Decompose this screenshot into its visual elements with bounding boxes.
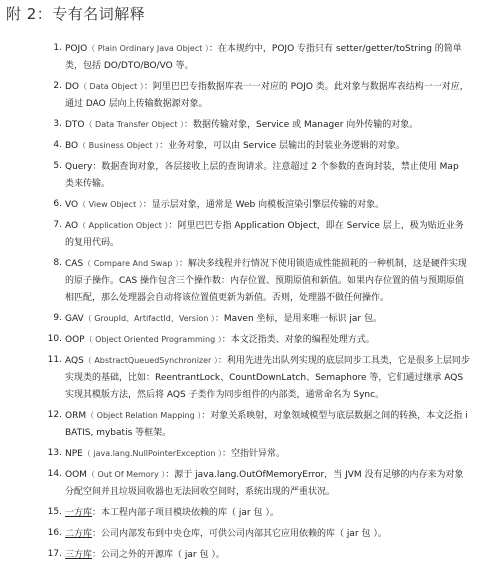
item-number: 7.	[53, 220, 62, 230]
item-number: 8.	[53, 258, 62, 268]
glossary-item	[0, 158, 484, 193]
glossary-list	[0, 40, 484, 567]
item-english-name: （ Object Oriented Programming ）	[84, 335, 222, 344]
glossary-item	[0, 407, 484, 442]
item-number: 12.	[47, 410, 62, 420]
item-description: ：公司内部发布到中央仓库，可供公司内部其它应用依赖的库（ jar 包 ）。	[92, 529, 387, 539]
item-number: 15.	[47, 507, 62, 517]
item-english-name: （ AbstractQueuedSynchronizer ）	[83, 356, 218, 365]
item-term: Query	[65, 162, 93, 172]
item-term: BO	[65, 141, 79, 151]
item-term: DTO	[65, 120, 85, 130]
item-number: 1.	[53, 43, 62, 53]
item-term: VO	[65, 200, 79, 210]
item-description: ：数据传输对象，Service 或 Manager 向外传输的对象。	[184, 120, 419, 130]
item-description: ：本工程内部子项目模块依赖的库（ jar 包 ）。	[92, 508, 279, 518]
item-english-name: （ Application Object ）	[78, 221, 169, 230]
glossary-item	[0, 546, 484, 564]
item-term: ORM	[65, 411, 87, 421]
item-english-name: （ Data Object ）	[79, 82, 144, 91]
item-english-name: （ View Object ）	[78, 200, 143, 209]
item-number: 5.	[53, 161, 62, 171]
glossary-item	[0, 196, 484, 214]
item-description: ：数据查询对象，各层接收上层的查询请求。注意超过 2 个参数的查询封装，禁止使用 Map 类来传输。	[65, 162, 459, 189]
item-number: 9.	[53, 313, 62, 323]
item-number: 3.	[53, 119, 62, 129]
item-term: AQS	[65, 356, 84, 366]
item-number: 10.	[47, 334, 62, 344]
item-term: CAS	[65, 259, 84, 269]
glossary-item	[0, 352, 484, 404]
item-number: 4.	[53, 140, 62, 150]
item-description: ：本文泛指类、对象的编程处理方式。	[221, 335, 375, 345]
item-number: 13.	[47, 448, 62, 458]
item-term: DO	[65, 82, 80, 92]
item-description: ：显示层对象，通常是 Web 向模板渲染引擎层传输的对象。	[142, 200, 385, 210]
item-term: GAV	[65, 314, 84, 324]
item-description: ：源于 java.lang.OutOfMemoryError，当 JVM 没有足够的内存来为对象分配空间并且垃圾回收器也无法回收空间时，系统出现的严重状况。	[65, 470, 464, 497]
item-description: ：阿里巴巴专指 Application Object，即在 Service 层上，极为贴近业务的复用代码。	[65, 221, 464, 248]
glossary-item	[0, 137, 484, 155]
glossary-item	[0, 504, 484, 522]
item-number: 17.	[47, 549, 62, 559]
glossary-item	[0, 445, 484, 463]
item-description: ：Maven 坐标，是用来唯一标识 jar 包。	[214, 314, 382, 324]
glossary-item	[0, 78, 484, 113]
item-english-name: （ Data Transfer Object ）	[84, 120, 185, 129]
glossary-item	[0, 466, 484, 501]
item-number: 6.	[53, 199, 62, 209]
item-description: ：解决多线程并行情况下使用锁造成性能损耗的一种机制，这是硬件实现的原子操作。CAS 操作包含三个操作数：内存位置、预期原值和新值。如果内存位置的值与预期原值相匹配，那么处理器会自动将该位置值更新为新值。否则，处理器不做任何操作。	[65, 259, 467, 303]
item-english-name: （ Object Relation Mapping ）	[86, 411, 202, 420]
glossary-item	[0, 217, 484, 252]
item-english-name: （ GroupId、ArtifactId、Version ）	[83, 314, 215, 323]
item-description: ：在本规约中，POJO 专指只有 setter/getter/toString 的简单类，包括 DO/DTO/BO/VO 等。	[65, 44, 462, 71]
item-description: ：利用先进先出队列实现的底层同步工具类，它是很多上层同步实现类的基础，比如：ReentrantLock、CountDownLatch、Semaphore 等，它们通过继承 AQS 实现其模版方法，然后将 AQS 子类作为同步组件的内部类，通常命名为 Sync。	[65, 356, 470, 400]
item-english-name: （ Plain Ordinary Java Object ）	[87, 44, 209, 53]
item-english-name: （ Business Object ）	[78, 141, 160, 150]
item-description: ：空指针异常。	[222, 449, 286, 459]
item-term: OOM	[65, 470, 87, 480]
item-number: 16.	[47, 528, 62, 538]
glossary-item	[0, 255, 484, 307]
item-term: AO	[65, 221, 79, 231]
item-term: OOP	[65, 335, 85, 345]
glossary-item	[0, 310, 484, 328]
item-english-name: （ java.lang.NullPointerException ）	[82, 449, 223, 458]
item-description: ：对象关系映射，对象领域模型与底层数据之间的转换，本文泛指 iBATIS, mybatis 等框架。	[65, 411, 468, 438]
item-description: ：公司之外的开源库（ jar 包 ）。	[92, 550, 225, 560]
item-term: NPE	[65, 449, 83, 459]
glossary-item	[0, 40, 484, 75]
item-term: 二方库	[65, 529, 93, 539]
item-english-name: （ Compare And Swap ）	[83, 259, 179, 268]
item-term: 一方库	[65, 508, 93, 518]
glossary-item	[0, 331, 484, 349]
item-number: 2.	[53, 81, 62, 91]
section-title: 附 2：专有名词解释	[6, 5, 146, 23]
item-english-name: （ Out Of Memory ）	[86, 470, 166, 479]
item-description: ：阿里巴巴专指数据库表一一对应的 POJO 类。此对象与数据库表结构一一对应，通过 DAO 层向上传输数据源对象。	[65, 82, 469, 109]
glossary-item	[0, 525, 484, 543]
item-number: 14.	[47, 469, 62, 479]
glossary-item	[0, 116, 484, 134]
item-description: ：业务对象，可以由 Service 层输出的封装业务逻辑的对象。	[159, 141, 406, 151]
item-term: POJO	[65, 44, 88, 54]
item-term: 三方库	[65, 550, 93, 560]
item-number: 11.	[47, 355, 62, 365]
